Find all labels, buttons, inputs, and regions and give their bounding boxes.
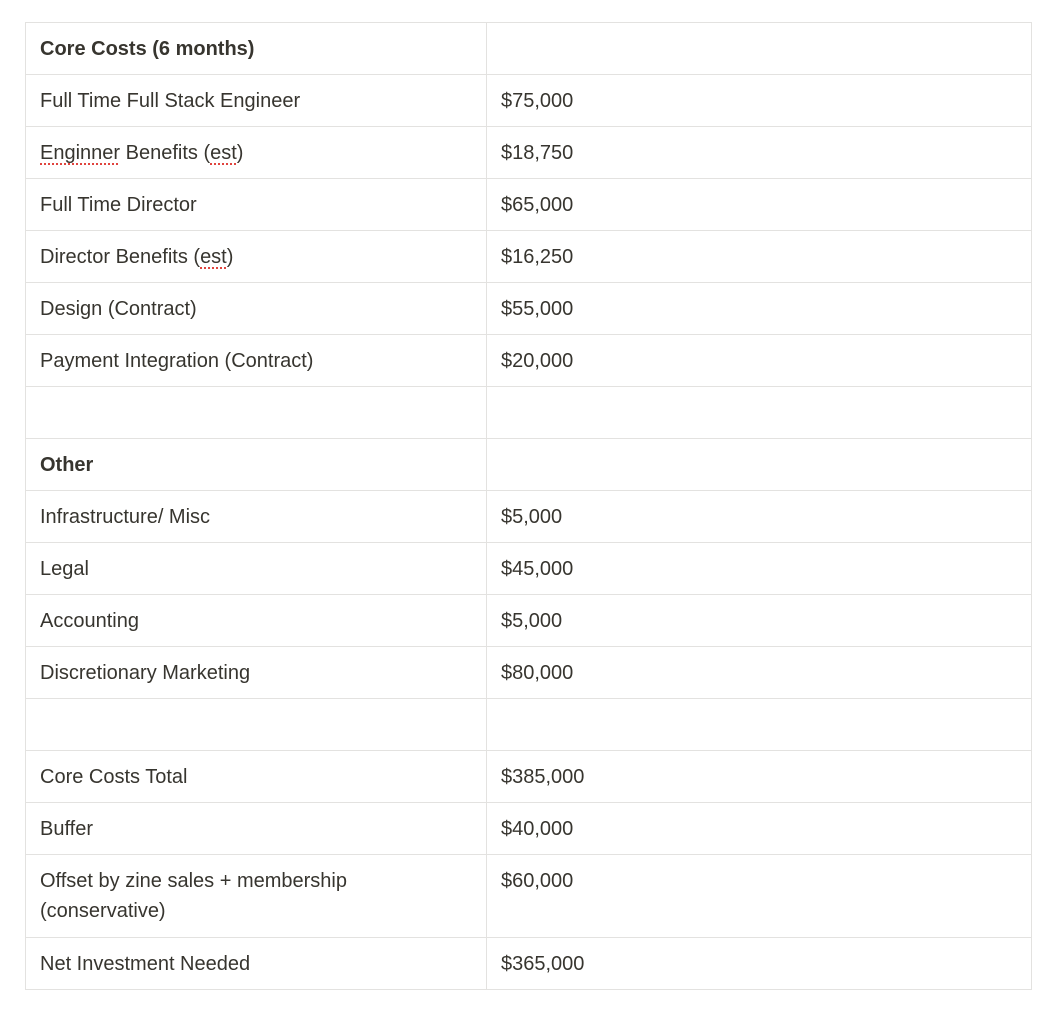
table-row xyxy=(26,647,1032,699)
misspelled-word: Enginner xyxy=(40,141,121,164)
row-label[interactable]: Full Time Full Stack Engineer xyxy=(26,75,487,127)
row-value[interactable]: $65,000 xyxy=(487,179,1032,231)
row-label[interactable]: Core Costs Total xyxy=(26,751,487,803)
row-label[interactable]: Legal xyxy=(26,543,487,595)
row-label[interactable]: Design (Contract) xyxy=(26,283,487,335)
cost-table xyxy=(25,22,1032,990)
row-value[interactable]: $365,000 xyxy=(487,938,1032,990)
table-row xyxy=(26,855,1032,938)
table-row xyxy=(26,439,1032,491)
row-value[interactable]: $5,000 xyxy=(487,491,1032,543)
empty-cell[interactable] xyxy=(487,387,1032,439)
row-label[interactable]: Payment Integration (Contract) xyxy=(26,335,487,387)
row-value[interactable]: $16,250 xyxy=(487,231,1032,283)
empty-cell[interactable] xyxy=(26,699,487,751)
row-value[interactable]: $40,000 xyxy=(487,803,1032,855)
table-row xyxy=(26,75,1032,127)
table-row xyxy=(26,803,1032,855)
row-value[interactable]: $60,000 xyxy=(487,855,1032,938)
row-value[interactable]: $5,000 xyxy=(487,595,1032,647)
table-row xyxy=(26,179,1032,231)
row-value[interactable]: $45,000 xyxy=(487,543,1032,595)
row-label[interactable]: Buffer xyxy=(26,803,487,855)
label-text: Director Benefits ( xyxy=(40,245,201,268)
row-label[interactable]: Discretionary Marketing xyxy=(26,647,487,699)
row-label[interactable] xyxy=(26,127,487,179)
table-row xyxy=(26,127,1032,179)
table-row xyxy=(26,387,1032,439)
label-text: Benefits ( xyxy=(120,141,211,164)
row-value[interactable]: $75,000 xyxy=(487,75,1032,127)
table-row xyxy=(26,938,1032,990)
section-heading-other[interactable]: Other xyxy=(26,439,487,491)
row-label[interactable]: Accounting xyxy=(26,595,487,647)
empty-cell[interactable] xyxy=(26,387,487,439)
row-label[interactable]: Offset by zine sales + membership (conservative) xyxy=(26,855,487,938)
section-heading-core-costs[interactable]: Core Costs (6 months) xyxy=(26,23,487,75)
row-label[interactable]: Infrastructure/ Misc xyxy=(26,491,487,543)
row-value[interactable]: $18,750 xyxy=(487,127,1032,179)
row-label[interactable]: Full Time Director xyxy=(26,179,487,231)
row-value[interactable]: $80,000 xyxy=(487,647,1032,699)
table-row xyxy=(26,23,1032,75)
label-text: ) xyxy=(226,245,234,268)
table-row xyxy=(26,543,1032,595)
row-label[interactable] xyxy=(26,231,487,283)
table-row xyxy=(26,491,1032,543)
row-label[interactable]: Net Investment Needed xyxy=(26,938,487,990)
table-row xyxy=(26,751,1032,803)
row-value[interactable]: $385,000 xyxy=(487,751,1032,803)
table-row xyxy=(26,335,1032,387)
row-value[interactable]: $55,000 xyxy=(487,283,1032,335)
table-row xyxy=(26,595,1032,647)
cost-table-container xyxy=(25,22,1031,990)
row-value[interactable]: $20,000 xyxy=(487,335,1032,387)
empty-cell[interactable] xyxy=(487,23,1032,75)
table-row xyxy=(26,699,1032,751)
table-row xyxy=(26,283,1032,335)
misspelled-word: est xyxy=(200,245,227,268)
empty-cell[interactable] xyxy=(487,439,1032,491)
label-text: ) xyxy=(236,141,244,164)
empty-cell[interactable] xyxy=(487,699,1032,751)
misspelled-word: est xyxy=(210,141,237,164)
table-row xyxy=(26,231,1032,283)
